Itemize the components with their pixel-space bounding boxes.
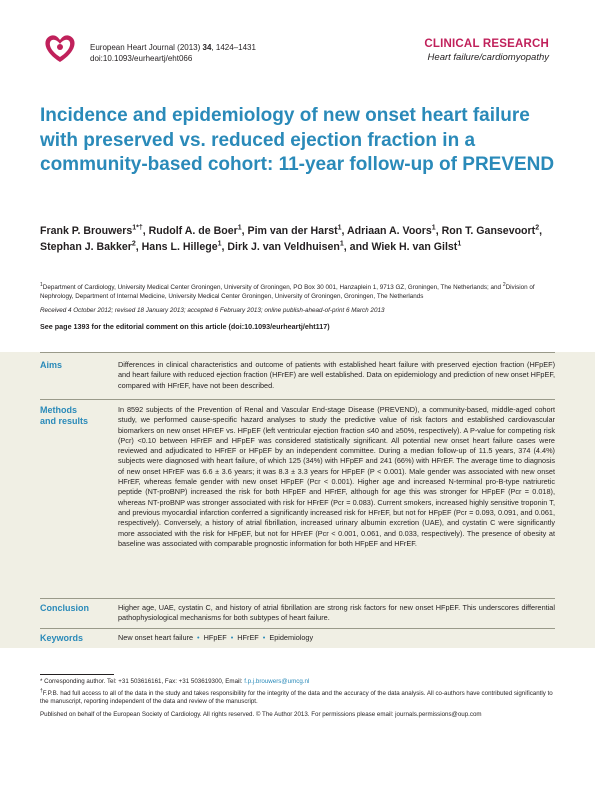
- author-name: Rudolf A. de Boer: [148, 225, 238, 237]
- author-separator: ,: [343, 240, 350, 253]
- affiliation-2-number: 2: [502, 281, 506, 288]
- keywords-label: Keywords: [40, 633, 84, 643]
- author-separator: ,: [539, 225, 543, 237]
- journal-doi: doi:10.1093/eurheartj/eht066: [90, 54, 193, 63]
- journal-volume: 34: [202, 43, 212, 52]
- author-list: [40, 224, 555, 255]
- keyword-item: HFpEF: [203, 633, 227, 642]
- section-heading: [424, 38, 549, 63]
- keyword-item: Epidemiology: [269, 633, 314, 642]
- dagger-text: F.P.B. had full access to all of the data in the study and takes responsibility for the integrity of the data and the accuracy of the data analysis. All co-authors have contributed significantly to the manuscript, reporting independent of the data and review of the manuscript.: [40, 690, 553, 706]
- author-name: Frank P. Brouwers: [40, 225, 133, 237]
- author-name: Adriaan A. Voors: [347, 225, 432, 237]
- author-name: Dirk J. van Veldhuisen: [227, 240, 340, 253]
- abstract-rule: [40, 598, 555, 599]
- dagger-note: [40, 687, 555, 707]
- author-affiliation-mark: 1: [431, 224, 436, 232]
- author-separator: ,: [341, 225, 348, 237]
- affiliation-2: Division of Nephrology, Department of Internal Medicine, University Medical Center Groningen, University of Groningen, Groningen, The Netherlands: [40, 284, 535, 300]
- article-title: Incidence and epidemiology of new onset heart failure with preserved vs. reduced ejection fraction in a community-based cohort: 11-year follow-up of PREVEND: [40, 105, 555, 175]
- keywords-list: [118, 633, 555, 643]
- conclusion-label: Conclusion: [40, 603, 89, 613]
- author-name: Ron T. Gansevoort: [441, 225, 536, 237]
- journal-citation: [90, 42, 256, 64]
- author-separator: ,: [241, 225, 248, 237]
- conclusion-text: Higher age, UAE, cystatin C, and history of atrial fibrillation are strong risk factors for new onset HFpEF. This underscores differential pathophysiological mechanisms for both subtypes of heart failure.: [118, 603, 555, 623]
- author-affiliation-mark: 2: [535, 224, 540, 232]
- author-separator: ,: [135, 240, 142, 253]
- abstract-rule: [40, 399, 555, 400]
- author-affiliation-mark: 1: [457, 239, 462, 247]
- dagger-symbol: †: [40, 687, 43, 694]
- affiliation-1: Department of Cardiology, University Medical Center Groningen, University of Groningen, PO Box 30 001, Hanzaplein 1, 9713 GZ, Groningen, The Netherlands; and: [42, 284, 503, 291]
- editorial-note: See page 1393 for the editorial comment on this article (doi:10.1093/eurheartj/eht117): [40, 322, 330, 331]
- esc-logo: [38, 28, 82, 78]
- aims-text: Differences in clinical characteristics and outcome of patients with established heart failure with preserved ejection fraction (HFpEF) and heart failure with reduced ejection fraction (HFrEF) are well established. Data on epidemiology and prediction of new onset HFpEF, compared with HFrEF, have not been described.: [118, 360, 555, 390]
- author-affiliation-mark: 2: [131, 239, 136, 247]
- structured-abstract: [0, 352, 595, 648]
- journal-pages: , 1424–1431: [211, 43, 256, 52]
- author-affiliation-mark: 1*†: [132, 224, 143, 232]
- methods-label-line-2: and results: [40, 416, 89, 426]
- author-separator: ,: [221, 240, 228, 253]
- keyword-bullet: •: [262, 633, 266, 642]
- author-affiliation-mark: 1: [339, 239, 344, 247]
- author-name: Hans L. Hillege: [141, 240, 218, 253]
- keyword-item: New onset heart failure: [118, 633, 194, 642]
- author-name: Stephan J. Bakker: [40, 240, 132, 253]
- journal-name: European Heart Journal (2013): [90, 43, 201, 52]
- publisher-note: Published on behalf of the European Society of Cardiology. All rights reserved. © The Author 2013. For permissions please email: journals.permissions@oup.com: [40, 711, 482, 718]
- keyword-bullet: •: [230, 633, 234, 642]
- section-label: CLINICAL RESEARCH: [424, 38, 549, 50]
- footnote-rule: [40, 674, 114, 675]
- author-affiliation-mark: 1: [237, 224, 242, 232]
- aims-label: Aims: [40, 360, 63, 370]
- author-separator: ,: [142, 225, 149, 237]
- author-affiliation-mark: 1: [337, 224, 342, 232]
- affiliation-1-number: 1: [40, 281, 43, 288]
- methods-label: [40, 405, 110, 427]
- affiliations: [40, 283, 552, 301]
- abstract-rule-top: [40, 352, 555, 353]
- keyword-item: HFrEF: [237, 633, 259, 642]
- corresponding-author-note: [40, 678, 555, 686]
- author-separator: ,: [435, 225, 442, 237]
- subsection-label: Heart failure/cardiomyopathy: [427, 52, 549, 63]
- author-name: Pim van der Harst: [247, 225, 338, 237]
- methods-text: In 8592 subjects of the Prevention of Renal and Vascular End-stage Disease (PREVEND), a community-based, middle-aged cohort study, we performed cause-specific hazard analyses to study the predictive value of risk factors and established cardiovascular biomarkers on new onset HFrEF vs. HFpEF (left ventricular ejection fraction ≤40 and ≥50%, respectively). A P-value for competing risk (Pcr) <0.10 between HFrEF and HFpEF was considered statistically significant. All potential new onset heart failure cases were reviewed and adjudicated to HFrEF or HFpEF by an independent committee. During a median follow-up of 11.5 years, 374 (4.4%) subjects were diagnosed with heart failure, of which 125 (34%) with HFpEF and 241 (66%) with HFrEF. The average time to diagnosis of new onset HFrEF was 6.6 ± 3.6 years; it was 8.3 ± 3.3 years for HFpEF (P < 0.001). Male gender was associated with new onset HFrEF, whereas female gender with new onset HFpEF (Pcr < 0.001). Higher age and increased N-terminal pro-B-type natriuretic peptide (NT-proBNP) increased the risk for both HFpEF and HFrEF, although for age this was stronger for HFpEF (Pcr = 0.018), whereas NT-proBNP was stronger associated with risk for HFrEF (Pcr = 0.083). Current smokers, increased highly sensitive troponin T, and previous myocardial infarction conferred a significantly increased risk for HFrEF, but not for HFpEF (Pcr = 0.093, 0.091, and 0.061, respectively). Conversely, a history of atrial fibrillation, increased urinary albumin excretion (UAE), and cystatin C were significantly more associated with the risk for HFpEF, but not for HFrEF (Pcr < 0.001, 0.061, and 0.033, respectively). The presence of obesity at baseline was associated with comparable prognostic information for both HFpEF and HFrEF.: [118, 405, 555, 548]
- author-name: and Wiek H. van Gilst: [349, 240, 458, 253]
- corresponding-text: * Corresponding author. Tel: +31 503616161, Fax: +31 503619300, Email:: [40, 678, 245, 685]
- author-affiliation-mark: 1: [217, 239, 222, 247]
- abstract-rule: [40, 628, 555, 629]
- keyword-bullet: •: [197, 633, 200, 642]
- corresponding-email-link[interactable]: f.p.j.brouwers@umcg.nl: [244, 678, 310, 685]
- received-dates: Received 4 October 2012; revised 18 January 2013; accepted 6 February 2013; online publish-ahead-of-print 6 March 2013: [40, 307, 385, 314]
- methods-label-line-1: Methods: [40, 405, 77, 415]
